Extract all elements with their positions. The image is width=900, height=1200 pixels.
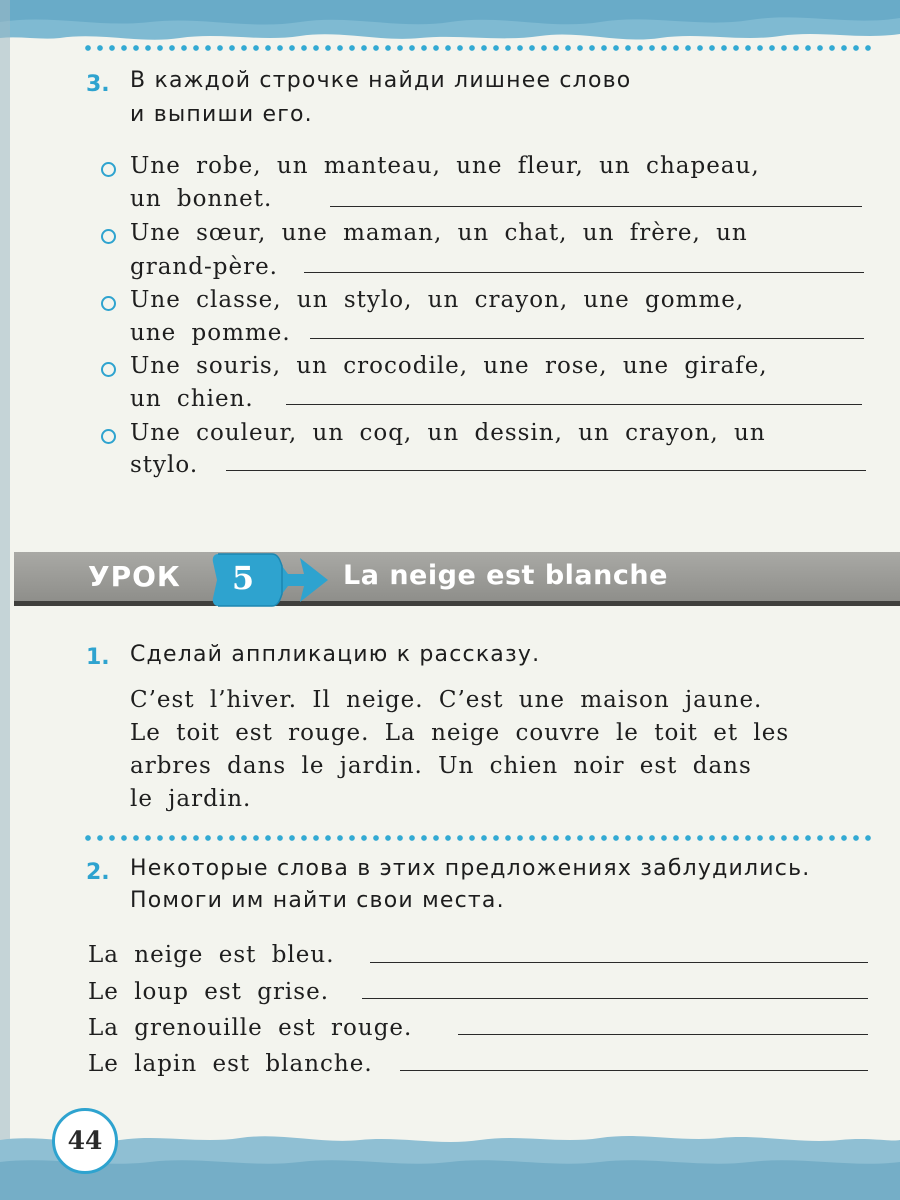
lesson-header-underline	[14, 601, 900, 606]
task-3-instruction-line-1: В каждой строчке найди лишнее слово	[130, 68, 632, 93]
story-line-4: le jardin.	[130, 786, 252, 812]
task-3-instruction-line-2: и выпиши его.	[130, 102, 313, 127]
bullet-circle-icon	[101, 162, 116, 177]
task-2-instruction-line-2: Помоги им найти свои места.	[130, 888, 505, 913]
dotted-separator	[82, 44, 872, 52]
task-3-item-4-line-2: un chien.	[130, 386, 254, 412]
task-3-item-2-line-2: grand-père.	[130, 254, 278, 280]
task-3-item-5-line-2: stylo.	[130, 452, 199, 478]
task-3-item-4-line-1: Une souris, un crocodile, une rose, une girafe,	[130, 353, 768, 379]
task-3-item-4-answer-line[interactable]	[286, 404, 862, 405]
bullet-circle-icon	[101, 362, 116, 377]
task-3-item-2-line-1: Une sœur, une maman, un chat, un frère, un	[130, 220, 748, 246]
task-3-item-3-line-1: Une classe, un stylo, un crayon, une gomme,	[130, 287, 745, 313]
task-2-sentence-2: Le loup est grise.	[88, 979, 330, 1005]
task-2-answer-line-2[interactable]	[362, 998, 868, 999]
task-3-item-1-line-2: un bonnet.	[130, 186, 273, 212]
task-3-item-5-answer-line[interactable]	[226, 470, 866, 471]
task-3-item-5-line-1: Une couleur, un coq, un dessin, un crayon, un	[130, 420, 766, 446]
story-line-1: C’est l’hiver. Il neige. C’est une maison jaune.	[130, 687, 763, 713]
task-2-sentence-4: Le lapin est blanche.	[88, 1051, 373, 1077]
task-2-answer-line-3[interactable]	[458, 1034, 868, 1035]
task-2-answer-line-1[interactable]	[370, 962, 868, 963]
task-3-item-2-answer-line[interactable]	[304, 272, 864, 273]
task-1-instruction: Сделай аппликацию к рассказу.	[130, 642, 541, 667]
task-3-item-1-line-1: Une robe, un manteau, une fleur, un chapeau,	[130, 153, 760, 179]
bullet-circle-icon	[101, 429, 116, 444]
left-edge-strip	[0, 0, 10, 1200]
bullet-circle-icon	[101, 296, 116, 311]
task-2-answer-line-4[interactable]	[400, 1070, 868, 1071]
task-2-number: 2.	[86, 860, 110, 885]
lesson-label: УРОК	[88, 560, 181, 593]
story-line-2: Le toit est rouge. La neige couvre le toit et les	[130, 720, 790, 746]
task-3-item-1-answer-line[interactable]	[330, 206, 862, 207]
task-2-instruction-line-1: Некоторые слова в этих предложениях заблудились.	[130, 856, 811, 881]
task-3-number: 3.	[86, 72, 110, 97]
bullet-circle-icon	[101, 229, 116, 244]
lesson-number: 5	[231, 559, 255, 597]
task-2-sentence-3: La grenouille est rouge.	[88, 1015, 413, 1041]
bottom-decorative-band	[0, 1110, 900, 1200]
story-line-3: arbres dans le jardin. Un chien noir est dans	[130, 753, 752, 779]
task-1-number: 1.	[86, 645, 110, 670]
task-3-item-3-answer-line[interactable]	[310, 338, 864, 339]
task-2-sentence-1: La neige est bleu.	[88, 942, 335, 968]
lesson-title: La neige est blanche	[343, 560, 668, 591]
task-3-item-3-line-2: une pomme.	[130, 320, 291, 346]
page-number: 44	[67, 1126, 103, 1155]
dotted-separator	[82, 834, 872, 842]
